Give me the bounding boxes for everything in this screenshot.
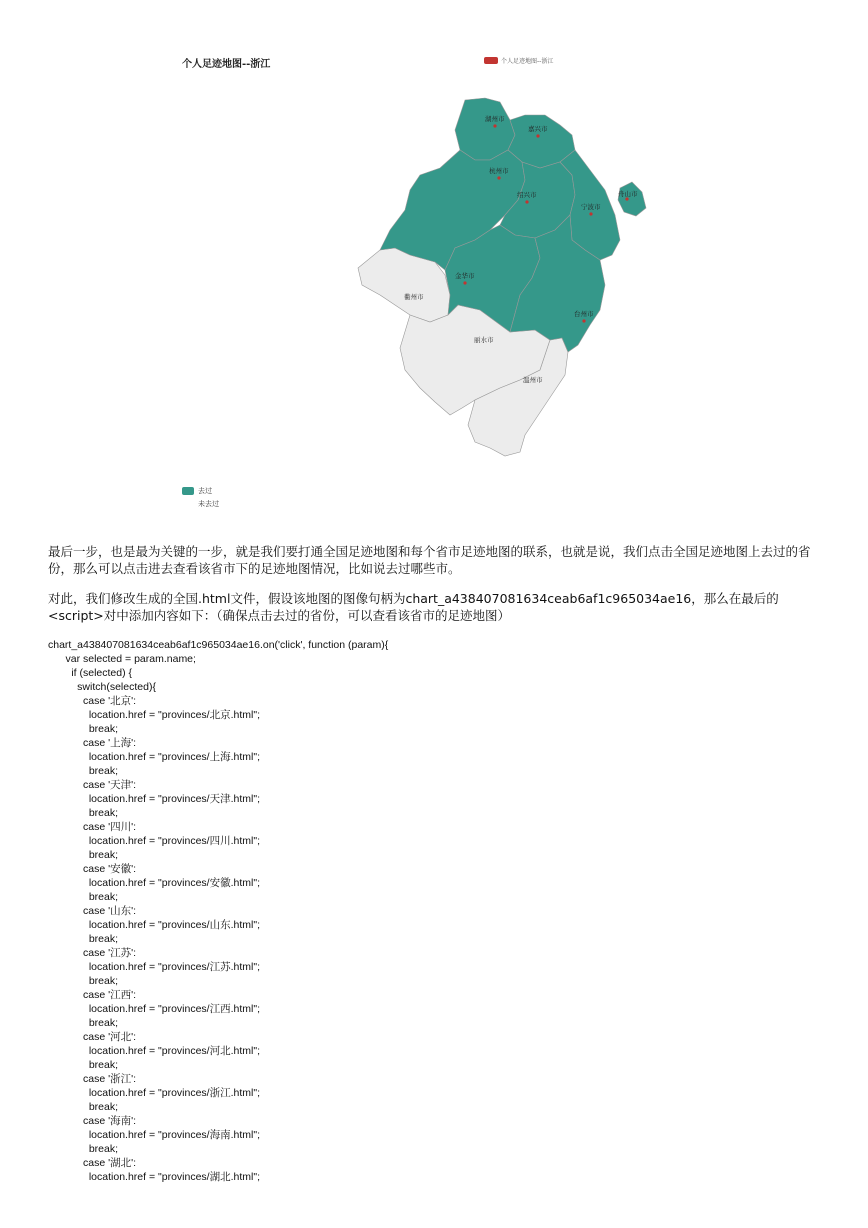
code-line: case '江苏': (48, 947, 137, 959)
paragraph-1: 最后一步，也是最为关键的一步，就是我们要打通全国足迹地图和每个省市足迹地图的联系，也就是说，我们点击全国足迹地图上去过的省份，那么可以点击进去查看该省市下的足迹地图情况，比如说去过哪些市。 (48, 544, 811, 576)
paragraph-2: 对此，我们修改生成的全国.html文件，假设该地图的图像句柄为chart_a438407081634ceab6af1c965034ae16，那么在最后的<script>对中添加内容如下：（确保点击去过的省份，可以查看该省市的足迹地图） (48, 591, 779, 623)
map-title: 个人足迹地图--浙江 (182, 59, 271, 70)
legend-swatch-visited (182, 487, 194, 495)
series-legend[interactable] (484, 56, 553, 65)
code-line: location.href = "provinces/江苏.html"; (48, 961, 260, 973)
code-line: location.href = "provinces/江西.html"; (48, 1003, 260, 1015)
label-lishui: 丽水市 (474, 336, 494, 344)
marker-jinhua (463, 281, 466, 284)
code-line: case '浙江': (48, 1073, 137, 1085)
code-line: location.href = "provinces/河北.html"; (48, 1045, 260, 1057)
marker-taizhou (582, 319, 585, 322)
code-line: switch(selected){ (48, 681, 156, 693)
code-line: case '天津': (48, 779, 137, 791)
code-line: break; (48, 723, 119, 735)
marker-hangzhou (497, 176, 500, 179)
code-line: break; (48, 765, 119, 777)
marker-huzhou (493, 124, 496, 127)
legend-label-unvisited: 未去过 (198, 499, 219, 508)
code-line: case '海南': (48, 1115, 137, 1127)
code-line: break; (48, 1101, 119, 1113)
marker-jiaxing (536, 134, 539, 137)
code-line: location.href = "provinces/山东.html"; (48, 919, 260, 931)
label-quzhou: 衢州市 (404, 293, 424, 301)
label-shaoxing: 绍兴市 (517, 191, 537, 199)
label-jiaxing: 嘉兴市 (528, 125, 548, 133)
code-line: location.href = "provinces/北京.html"; (48, 709, 260, 721)
code-line: case '江西': (48, 989, 137, 1001)
code-line: location.href = "provinces/海南.html"; (48, 1129, 260, 1141)
code-line: location.href = "provinces/上海.html"; (48, 751, 260, 763)
code-line: if (selected) { (48, 667, 133, 679)
code-block (48, 638, 388, 1184)
marker-shaoxing (525, 200, 528, 203)
code-line: case '湖北': (48, 1157, 137, 1169)
legend-item-unvisited[interactable] (182, 497, 219, 510)
code-line: case '安徽': (48, 863, 137, 875)
code-line: location.href = "provinces/天津.html"; (48, 793, 260, 805)
code-line: case '上海': (48, 737, 137, 749)
code-line: break; (48, 1059, 119, 1071)
code-line: break; (48, 807, 119, 819)
code-line: break; (48, 975, 119, 987)
code-line: break; (48, 933, 119, 945)
label-ningbo: 宁波市 (581, 203, 601, 211)
label-wenzhou: 温州市 (523, 376, 543, 384)
code-line: case '山东': (48, 905, 137, 917)
label-taizhou: 台州市 (574, 310, 594, 318)
region-zhoushan[interactable] (618, 182, 646, 216)
code-line: location.href = "provinces/四川.html"; (48, 835, 260, 847)
code-line: break; (48, 849, 119, 861)
legend-item-visited[interactable] (182, 484, 219, 497)
code-line: case '北京': (48, 695, 137, 707)
series-legend-label: 个人足迹地图--浙江 (501, 58, 554, 65)
code-line: case '四川': (48, 821, 137, 833)
code-line: break; (48, 1017, 119, 1029)
code-line: break; (48, 1143, 119, 1155)
legend-label-visited: 去过 (198, 486, 212, 495)
code-line: var selected = param.name; (48, 653, 196, 665)
code-line: location.href = "provinces/浙江.html"; (48, 1087, 260, 1099)
code-line: break; (48, 891, 119, 903)
marker-ningbo (589, 212, 592, 215)
label-jinhua: 金华市 (455, 272, 475, 280)
zhejiang-map (350, 90, 670, 460)
label-hangzhou: 杭州市 (489, 167, 509, 175)
legend-swatch-unvisited (182, 500, 194, 508)
code-line: case '河北': (48, 1031, 137, 1043)
region-huzhou[interactable] (455, 98, 515, 160)
code-line: location.href = "provinces/安徽.html"; (48, 877, 260, 889)
visual-map-legend (182, 484, 219, 510)
label-zhoushan: 舟山市 (618, 190, 638, 198)
label-huzhou: 湖州市 (485, 115, 505, 123)
series-legend-swatch (484, 57, 498, 64)
code-line: location.href = "provinces/湖北.html"; (48, 1171, 260, 1183)
code-line: chart_a438407081634ceab6af1c965034ae16.on('click', function (param){ (48, 639, 389, 651)
